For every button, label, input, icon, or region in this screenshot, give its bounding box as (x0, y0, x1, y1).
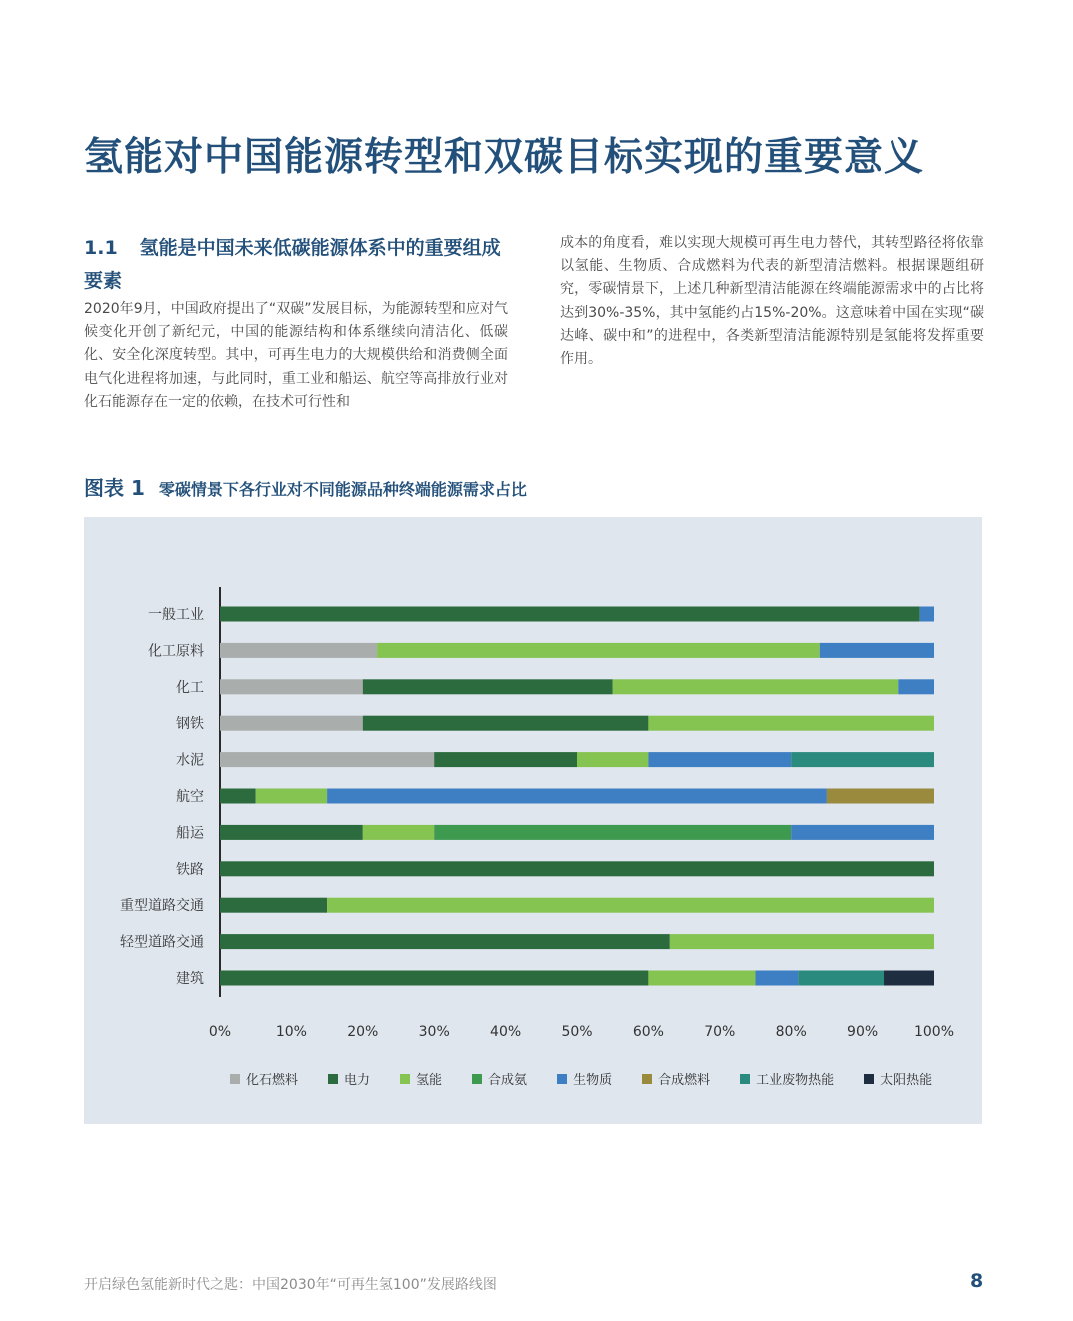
bar-segment (920, 607, 934, 622)
legend-item (472, 1069, 527, 1088)
page-title: 氢能对中国能源转型和双碳目标实现的重要意义 (84, 135, 925, 180)
legend-swatch (400, 1074, 410, 1084)
legend-swatch (864, 1074, 874, 1084)
legend-item (642, 1069, 710, 1088)
x-tick-label: 80% (775, 1024, 807, 1040)
x-tick-label: 10% (275, 1024, 307, 1040)
bar-segment (648, 971, 755, 986)
bar-segment (220, 607, 920, 622)
category-label: 一般工业 (148, 607, 204, 623)
bar-segment (791, 825, 934, 840)
bar-segment (363, 679, 613, 694)
figure-caption (84, 472, 527, 501)
x-tick-label: 0% (208, 1024, 232, 1040)
bar-segment (327, 789, 827, 804)
section-heading (84, 232, 508, 298)
left-column (84, 232, 508, 414)
legend-swatch (230, 1074, 240, 1084)
legend-item (400, 1069, 442, 1088)
page-number: 8 (970, 1270, 984, 1292)
section-heading-text: 氢能是中国未来低碳能源体系中的重要组成要素 (84, 237, 501, 292)
bar-segment (791, 752, 934, 767)
bar-segment (220, 898, 327, 913)
section-number: 1.1 (84, 237, 118, 259)
legend-item (328, 1069, 370, 1088)
bar-segment (220, 789, 256, 804)
legend-swatch (642, 1074, 652, 1084)
right-column (560, 232, 984, 371)
category-label: 化工原料 (148, 643, 204, 660)
bar-segment (613, 679, 899, 694)
category-label: 航空 (176, 789, 204, 805)
x-tick-label: 60% (632, 1024, 664, 1040)
category-label: 水泥 (176, 752, 204, 769)
bar-segment (377, 643, 820, 658)
x-tick-label: 30% (418, 1024, 450, 1040)
bar-segment (220, 643, 377, 658)
x-tick-label: 40% (490, 1024, 522, 1040)
figure-caption-text: 零碳情景下各行业对不同能源品种终端能源需求占比 (158, 480, 527, 499)
bar-segment (220, 752, 434, 767)
legend-item (864, 1069, 932, 1088)
bar-segment (577, 752, 648, 767)
legend-swatch (328, 1074, 338, 1084)
legend-swatch (472, 1074, 482, 1084)
bar-segment (363, 825, 434, 840)
x-tick-label: 90% (847, 1024, 879, 1040)
bar-segment (363, 716, 649, 731)
legend-label: 电力 (344, 1073, 371, 1088)
bar-segment (648, 752, 791, 767)
legend-swatch (740, 1074, 750, 1084)
category-label: 船运 (176, 825, 204, 842)
category-label: 建筑 (176, 971, 204, 987)
legend-label: 合成氨 (488, 1073, 528, 1088)
bar-segment (327, 898, 934, 913)
footer-text: 开启绿色氢能新时代之匙：中国2030年“可再生氢100”发展路线图 (84, 1277, 497, 1293)
legend-item (230, 1069, 298, 1088)
bar-segment (220, 716, 363, 731)
bar-segment (798, 971, 884, 986)
bar-segment (256, 789, 327, 804)
bar-segment (670, 934, 934, 949)
x-tick-label: 100% (913, 1024, 955, 1040)
legend-label: 生物质 (573, 1073, 613, 1088)
figure-label: 图表 1 (84, 476, 145, 500)
category-label: 钢铁 (176, 716, 204, 733)
stacked-bar-chart (84, 517, 982, 1057)
bar-segment (756, 971, 799, 986)
legend-label: 合成燃料 (658, 1073, 711, 1088)
chart-legend (230, 1069, 962, 1088)
chart-panel (84, 517, 982, 1124)
bar-segment (220, 934, 670, 949)
x-tick-label: 70% (704, 1024, 736, 1040)
category-label: 铁路 (176, 861, 204, 878)
paragraph-right: 成本的角度看，难以实现大规模可再生电力替代，其转型路径将依靠以氢能、生物质、合成燃料为代表的新型清洁燃料。根据课题组研究，零碳情景下，上述几种新型清洁能源在终端能源需求中的占比将达到30%-35%，其中氢能约占15%-20%。这意味着中国在实现“碳达峰、碳中和”的进程中，各类新型清洁能源特别是氢能将发挥重要作用。 (560, 235, 984, 368)
bar-segment (434, 825, 791, 840)
bar-segment (827, 789, 934, 804)
bar-segment (220, 861, 934, 876)
bar-segment (820, 643, 934, 658)
category-label: 重型道路交通 (120, 898, 204, 915)
paragraph-left: 2020年9月，中国政府提出了“双碳”发展目标，为能源转型和应对气候变化开创了新纪元，中国的能源结构和体系继续向清洁化、低碳化、安全化深度转型。其中，可再生电力的大规模供给和消费侧全面电气化进程将加速，与此同时，重工业和船运、航空等高排放行业对化石能源存在一定的依赖，在技术可行性和 (84, 301, 508, 410)
bar-segment (220, 679, 363, 694)
category-label: 化工 (176, 679, 204, 696)
bar-segment (434, 752, 577, 767)
x-tick-label: 50% (561, 1024, 593, 1040)
bar-segment (220, 825, 363, 840)
legend-swatch (557, 1074, 567, 1084)
legend-label: 氢能 (416, 1073, 443, 1088)
legend-label: 太阳热能 (880, 1073, 933, 1088)
bar-segment (648, 716, 934, 731)
x-tick-label: 20% (347, 1024, 379, 1040)
bar-segment (884, 971, 934, 986)
legend-item (557, 1069, 612, 1088)
legend-item (740, 1069, 834, 1088)
bar-segment (898, 679, 934, 694)
legend-label: 化石燃料 (246, 1073, 299, 1088)
category-label: 轻型道路交通 (120, 934, 204, 951)
legend-label: 工业废物热能 (756, 1073, 835, 1088)
bar-segment (220, 971, 648, 986)
